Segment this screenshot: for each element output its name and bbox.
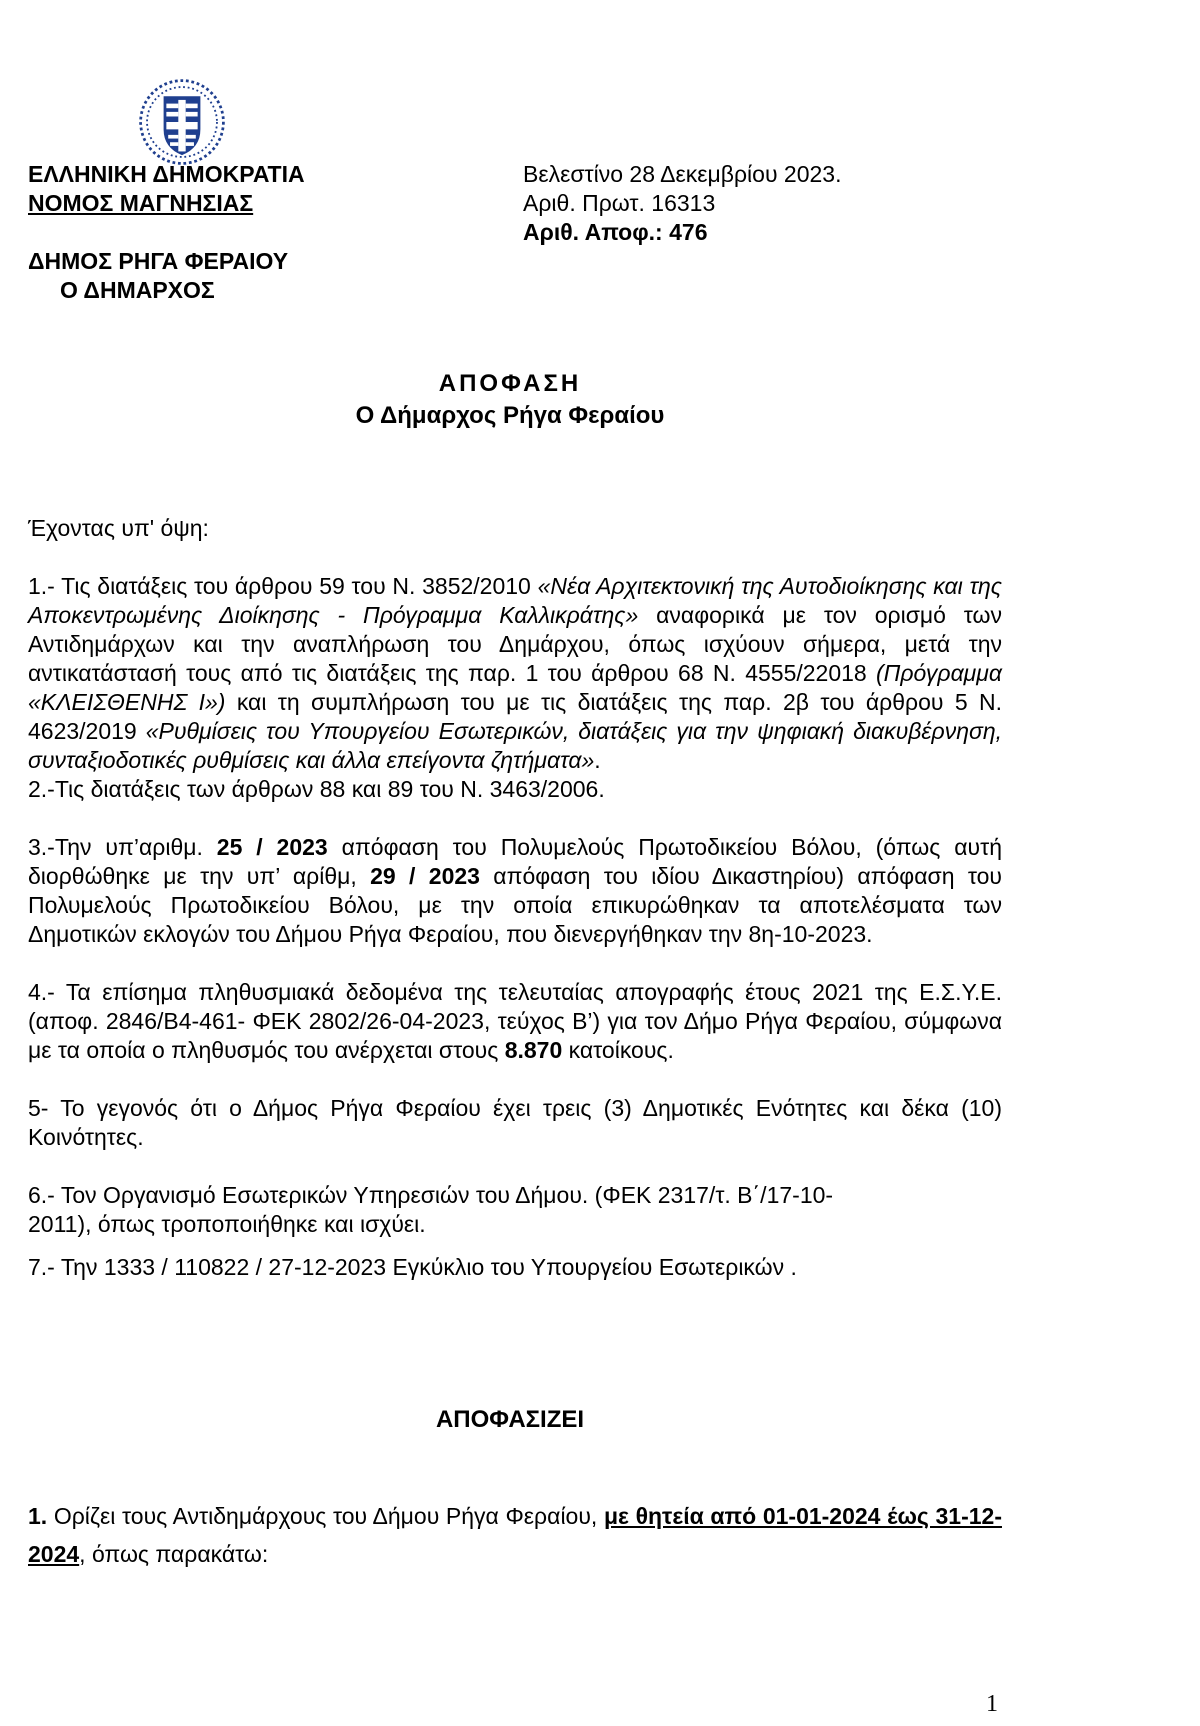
clause-4-text: 4.- Τα επίσημα πληθυσμιακά δεδομένα της τελευταίας απογραφής έτους 2021 της Ε.Σ.Υ.Ε. (αποφ. 2846/Β4-461- ΦΕΚ 2802/26-04-2023, τεύχος Β’) για τον Δήμο Ρήγα Φεραίου, σύμφωνα με τα οποία ο πληθυσμός του ανέρχεται στους (28, 979, 1002, 1063)
clause-1-text: 1.- Τις διατάξεις του άρθρου 59 του Ν. 3852/2010 (28, 573, 538, 599)
clause-3-decision-1: 25 / 2023 (216, 834, 328, 860)
clause-1 (28, 572, 1002, 775)
page-number: 1 (986, 1691, 998, 1717)
decision-article-1 (28, 1497, 1002, 1573)
prefecture-name: ΝΟΜΟΣ ΜΑΓΝΗΣΙΑΣ (28, 190, 254, 216)
article-1-text: Ορίζει τους Αντιδημάρχους του Δήμου Ρήγα Φεραίου, (47, 1503, 604, 1529)
clause-6-line-1: 6.- Τον Οργανισμό Εσωτερικών Υπηρεσιών του Δήμου. (ΦΕΚ 2317/τ. Β΄/17-10- (28, 1182, 834, 1208)
article-1-term: με θητεία από 01-01-2024 έως 31-12-2024 (28, 1503, 1002, 1567)
clause-3 (28, 833, 1002, 949)
clause-1-text-2: αναφορικά με τον ορισμό των Αντιδημάρχων και την αναπλήρωση του Δημάρχου, όπως ισχύουν σήμερα, μετά την αντικατάστασή τους από τις διατάξεις της παρ. 1 του άρθρου 68 Ν. 4555/22018 (28, 602, 1002, 686)
document-title: ΑΠΟΦΑΣΗ (438, 370, 582, 397)
clause-1-program: (Πρόγραμμα «ΚΛΕΙΣΘΕΝΗΣ Ι») (28, 660, 1002, 715)
article-1-tail: , όπως παρακάτω: (79, 1541, 269, 1567)
clause-1-text-3: και τη συμπλήρωση του με τις διατάξεις της παρ. 2β του άρθρου 5 Ν. 4623/2019 (28, 689, 1003, 744)
decides-heading: ΑΠΟΦΑΣΙΖΕΙ (435, 1406, 585, 1433)
clause-1-law-title-2: «Ρυθμίσεις του Υπουργείου Εσωτερικών, διατάξεις για την ψηφιακή διακυβέρνηση, συνταξιοδοτικές ρυθμίσεις και άλλα επείγοντα ζητήματα» (28, 718, 1002, 773)
country-name: ΕΛΛΗΝΙΚΗ ΔΗΜΟΚΡΑΤΙΑ (28, 161, 305, 187)
clause-4-end: κατοίκους. (562, 1037, 674, 1063)
clause-1-law-title: «Νέα Αρχιτεκτονική της Αυτοδιοίκησης και της Αποκεντρωμένης Διοίκησης - Πρόγραμμα Καλλικράτης» (28, 573, 1002, 628)
decision-number: Αριθ. Αποφ.: 476 (523, 219, 708, 245)
clause-3-text-3: απόφαση του ιδίου Δικαστηρίου) απόφαση του Πολυμελούς Πρωτοδικείου Βόλου, με την οποία επικυρώθηκαν τα αποτελέσματα των Δημοτικών εκλογών του Δήμου Ρήγα Φεραίου, που διενεργήθηκαν την 8η-10-2023. (28, 863, 1002, 947)
greek-coat-of-arms-icon (136, 76, 228, 168)
clause-4-population: 8.870 (504, 1037, 563, 1063)
document-body (28, 514, 1002, 1282)
mayor-label: Ο ΔΗΜΑΡΧΟΣ (60, 277, 215, 303)
clause-1-end: . (594, 747, 601, 773)
document-subtitle: Ο Δήμαρχος Ρήγα Φεραίου (355, 402, 665, 429)
reference-block (523, 160, 842, 247)
clause-4 (28, 978, 1002, 1065)
considering-intro: Έχοντας υπ' όψη: (28, 515, 209, 541)
clause-2: 2.-Τις διατάξεις των άρθρων 88 και 89 του Ν. 3463/2006. (28, 776, 605, 802)
clause-7: 7.- Την 1333 / 110822 / 27-12-2023 Εγκύκλιο του Υπουργείου Εσωτερικών . (28, 1254, 797, 1280)
document-date: Βελεστίνο 28 Δεκεμβρίου 2023. (523, 161, 842, 187)
issuer-block (28, 160, 305, 305)
municipality-name: ΔΗΜΟΣ ΡΗΓΑ ΦΕΡΑΙΟΥ (28, 248, 289, 274)
clause-6-line-2: 2011), όπως τροποποιήθηκε και ισχύει. (28, 1211, 426, 1237)
clause-6 (28, 1181, 1002, 1239)
article-1-paragraph (28, 1497, 1002, 1573)
article-1-number: 1. (28, 1503, 48, 1529)
clause-3-text: 3.-Την υπ’αριθμ. (28, 834, 217, 860)
clause-3-decision-2: 29 / 2023 (370, 863, 480, 889)
protocol-number: Αριθ. Πρωτ. 16313 (523, 190, 716, 216)
clause-5: 5- Το γεγονός ότι ο Δήμος Ρήγα Φεραίου έχει τρεις (3) Δημοτικές Ενότητες και δέκα (10) Κοινότητες. (28, 1095, 1002, 1150)
clause-3-text-2: απόφαση του Πολυμελούς Πρωτοδικείου Βόλου, (όπως αυτή διορθώθηκε με την υπ’ αρίθμ, (28, 834, 1002, 889)
